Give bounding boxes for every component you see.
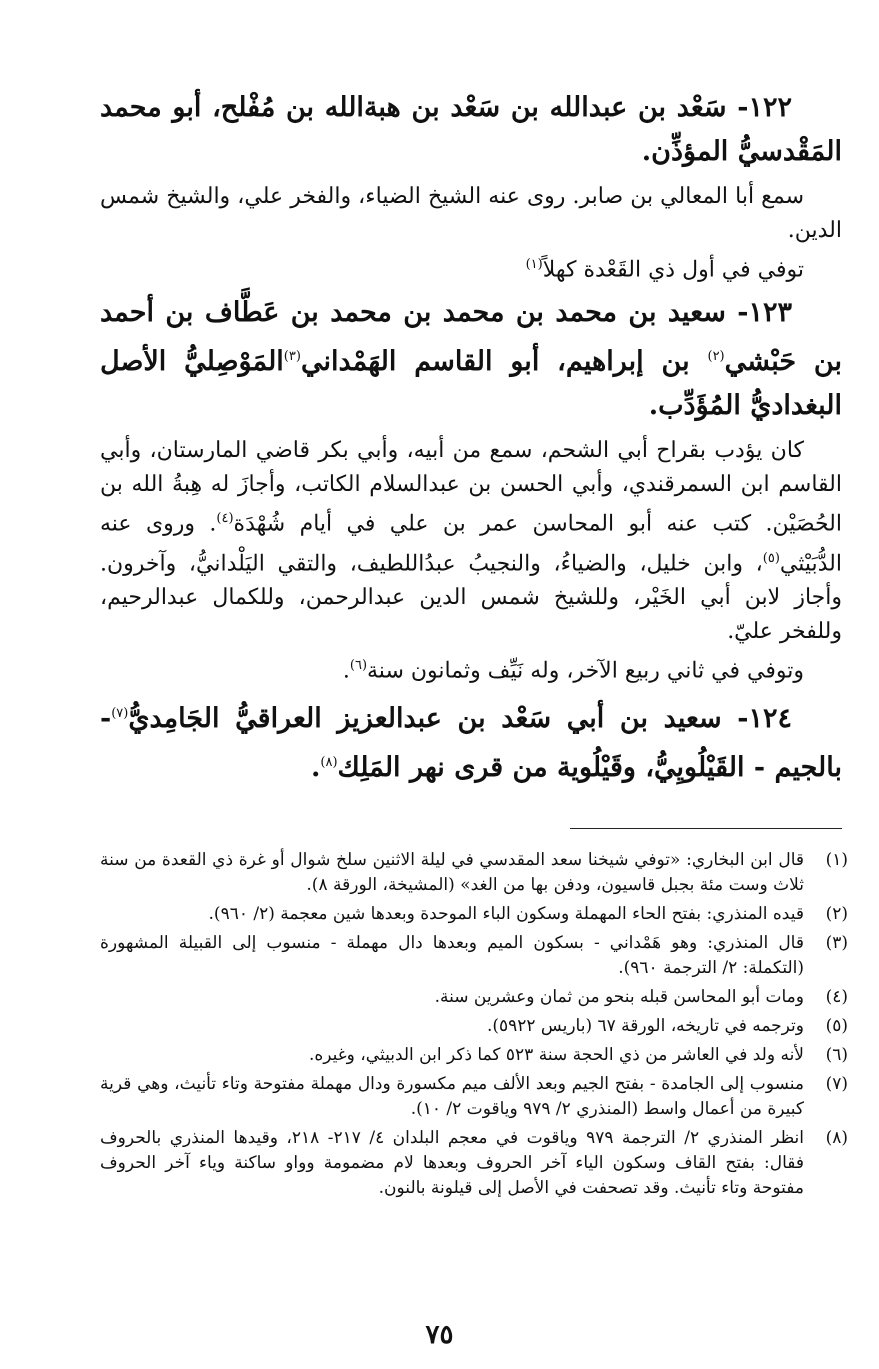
- footnote-item: [100, 1072, 848, 1122]
- footnote-number: (٦): [825, 1045, 848, 1065]
- footnote-text: قال ابن البخاري: «توفي شيخنا سعد المقدسي في ليلة الاثنين سلخ شوال أو غرة ذي القعدة من سنة ثلاث وست مئة بجبل قاسيون، ودفن بها من الغد» (المشيخة، الورقة ٨).: [100, 850, 804, 895]
- footnote-ref-7: (٧): [111, 706, 129, 722]
- entry-123-para-part2: . وروى عنه الدُّبَيْثي: [100, 511, 842, 576]
- entry-123-death-paragraph: وتوفي في ثاني ربيع الآخر، وله نَيِّف وثمانون سنة$^{(٦)}$.: [342, 657, 804, 684]
- page-number: ٧٥: [425, 1320, 454, 1350]
- entry-123-para-part1: كان يؤدب بقراح أبي الشحم، سمع من أبيه، وأبي بكر قاضي المارستان، وأبي القاسم ابن السمرقندي، وأبي الحسن بن عبدالسلام الكاتب، وأجازَ له هِبةُ الله بن الحُصَيْن. كتب عنه أبو المحاسن عمر بن علي في أيام شُهْدَة: [100, 438, 842, 537]
- entry-124-heading-part1: ١٢٤- سعيد بن أبي سَعْد بن عبدالعزيز العراقيُّ الجَامِديُّ: [128, 703, 792, 735]
- footnote-text: منسوب إلى الجامدة - بفتح الجيم وبعد الألف ميم مكسورة ودال مهملة مفتوحة وتاء تأنيث، وهي قرية كبيرة من أعمال واسط (المنذري ٢/ ٩٧٩ وياقوت ٢/ ١٠).: [100, 1074, 804, 1119]
- main-text: [100, 86, 842, 790]
- entry-123-heading-part3: المَوْصِليُّ الأصل البغداديُّ المُؤَدِّب.: [100, 346, 842, 422]
- entry-124-heading: [100, 692, 842, 790]
- footnote-item: [100, 985, 848, 1010]
- entry-124-heading-part3: .: [310, 752, 321, 784]
- footnote-text: قيده المنذري: بفتح الحاء المهملة وسكون الباء الموحدة وبعدها شين معجمة (٢/ ٩٦٠).: [208, 904, 804, 924]
- entry-122-death-text: توفي في أول ذي القَعْدة كهلاً: [542, 257, 804, 283]
- footnote-number: (٥): [825, 1016, 848, 1036]
- footnote-ref-8: (٨): [320, 755, 338, 771]
- entry-123-para-part3: ، وابن خليل، والضياءُ، والنجيبُ عبدُاللطيف، والتقي اليَلْدانيُّ، وآخرون. وأجاز لابن أبي الخَيْر، وللشيخ شمس الدين عبدالرحمن، وللكمال عبدالرحيم، وللفخر عليّ.: [100, 550, 842, 644]
- footnote-divider: [570, 828, 842, 829]
- footnote-number: (٤): [825, 987, 848, 1007]
- footnote-number: (٨): [825, 1128, 848, 1148]
- entry-123-paragraph: [100, 434, 842, 649]
- footnote-text: انظر المنذري ٢/ الترجمة ٩٧٩ وياقوت في معجم البلدان ٤/ ٢١٧- ٢١٨، وقيدها المنذري بالحروف فقال: بفتح القاف وسكون الياء آخر الحروف وبعدها لام مضمومة وواو ساكنة وياء آخر الحروف مفتوحة وتاء تأنيث. وقد تصحفت في الأصل إلى قيلونة بالنون.: [100, 1128, 805, 1198]
- footnote-text: ومات أبو المحاسن قبله بنحو من ثمان وعشرين سنة.: [434, 987, 804, 1007]
- entry-123-heading: [100, 291, 842, 428]
- entry-122-paragraph-text: سمع أبا المعالي بن صابر. روى عنه الشيخ الضياء، والفخر علي، والشيخ شمس الدين.: [100, 184, 842, 243]
- footnote-text: قال المنذري: وهو هَمْداني - بسكون الميم وبعدها دال مهملة - منسوب إلى القبيلة المشهورة (التكملة: ٢/ الترجمة ٩٦٠).: [100, 933, 804, 978]
- footnote-item: [100, 1014, 848, 1039]
- footnotes: [100, 848, 848, 1205]
- entry-122-paragraph: [100, 180, 842, 248]
- footnote-ref-2: (٢): [707, 349, 725, 365]
- footnote-text: لأنه ولد في العاشر من ذي الحجة سنة ٥٢٣ كما ذكر ابن الدبيثي، وغيره.: [308, 1045, 804, 1065]
- entry-124-heading-part2: - بالجيم - القَيْلُويِيُّ، وقَيْلُوية من قرى نهر المَلِك: [100, 703, 842, 784]
- footnote-item: [100, 1126, 848, 1201]
- footnote-item: [100, 931, 848, 981]
- entry-123-heading-part2: بن إبراهيم، أبو القاسم الهَمْداني: [300, 346, 690, 378]
- entry-122-heading: [100, 86, 842, 174]
- entry-122-heading-text: ١٢٢- سَعْد بن عبدالله بن سَعْد بن هبةالله بن مُفْلح، أبو محمد المَقْدسيُّ المؤذِّن.: [100, 92, 842, 167]
- footnote-ref-3: (٣): [283, 349, 301, 365]
- footnote-text: وترجمه في تاريخه، الورقة ٦٧ (باريس ٥٩٢٢).: [486, 1016, 804, 1036]
- footnote-number: (٢): [825, 904, 848, 924]
- footnote-ref-1: (١): [525, 257, 543, 272]
- footnote-ref-6: (٦): [349, 657, 368, 673]
- footnote-item: [100, 848, 848, 898]
- footnote-number: (١): [825, 850, 848, 870]
- footnote-item: [100, 1043, 848, 1068]
- footnote-number: (٧): [825, 1074, 848, 1094]
- footnote-ref-4: (٤): [216, 511, 234, 527]
- entry-122-death-paragraph: [100, 248, 842, 287]
- footnote-item: [100, 902, 848, 927]
- footnote-number: (٣): [825, 933, 848, 953]
- entry-123-death-text: وتوفي في ثاني ربيع الآخر، وله نَيِّف وثمانون سنة: [367, 658, 804, 684]
- footnote-ref-5: (٥): [762, 550, 780, 566]
- entry-123-heading-part1: ١٢٣- سعيد بن محمد بن محمد بن محمد بن عَطَّاف بن أحمد بن حَبْشي: [100, 297, 842, 378]
